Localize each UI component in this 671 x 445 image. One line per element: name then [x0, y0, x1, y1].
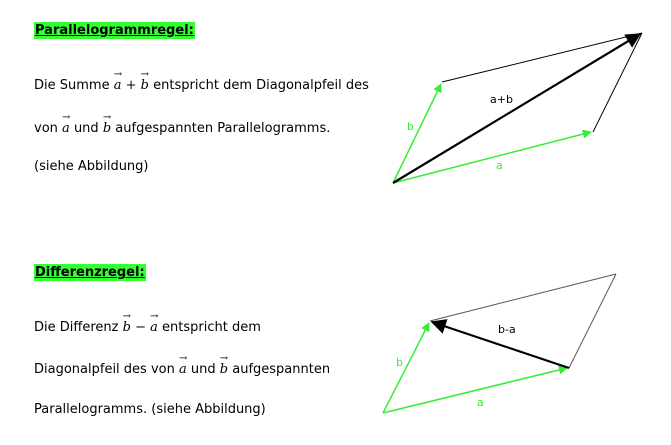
text: entspricht dem Diagonalpfeil des: [153, 78, 369, 93]
operator: −: [135, 320, 146, 335]
vector-b: → b: [123, 320, 131, 335]
sum-diagonal-arrow: [393, 34, 640, 183]
heading-differenzregel: Differenzregel:: [35, 265, 145, 280]
vector-b: → b: [103, 121, 111, 136]
text: und: [73, 121, 99, 136]
text: und: [190, 362, 216, 377]
text: entspricht dem: [162, 320, 261, 335]
text: Diagonalpfeil des von: [34, 362, 175, 377]
label-sum: a+b: [490, 93, 513, 106]
vector-a: → a: [179, 362, 187, 377]
edge-top: [430, 274, 616, 321]
label-a: a: [477, 396, 484, 409]
label-diff: b-a: [498, 323, 516, 336]
vector-b: → b: [141, 78, 149, 93]
label-b: b: [396, 356, 403, 369]
text: Die Summe: [34, 78, 110, 93]
vector-a-arrow: [393, 132, 591, 183]
edge-right: [569, 274, 616, 368]
section1-line3: (siehe Abbildung): [34, 159, 149, 174]
vector-a: → a: [62, 121, 70, 136]
text: von: [34, 121, 58, 136]
figure-parallelogram-sum: [393, 33, 642, 183]
text: aufgespannten Parallelogramms.: [115, 121, 331, 136]
vector-b: → b: [220, 362, 228, 377]
text: aufgespannten: [232, 362, 331, 377]
heading-parallelogrammregel: Parallelogrammregel:: [35, 23, 194, 38]
text: Die Differenz: [34, 320, 119, 335]
figure-parallelogram-difference: [383, 274, 616, 413]
operator: +: [125, 78, 137, 93]
label-b: b: [407, 120, 414, 133]
vector-b-arrow: [383, 323, 429, 413]
label-a: a: [496, 159, 503, 172]
vector-a-arrow: [383, 368, 567, 413]
section2-line3: Parallelogramms. (siehe Abbildung): [34, 402, 266, 417]
vector-a: → a: [150, 320, 158, 335]
vector-a: → a: [114, 78, 122, 93]
edge-top: [442, 33, 642, 82]
